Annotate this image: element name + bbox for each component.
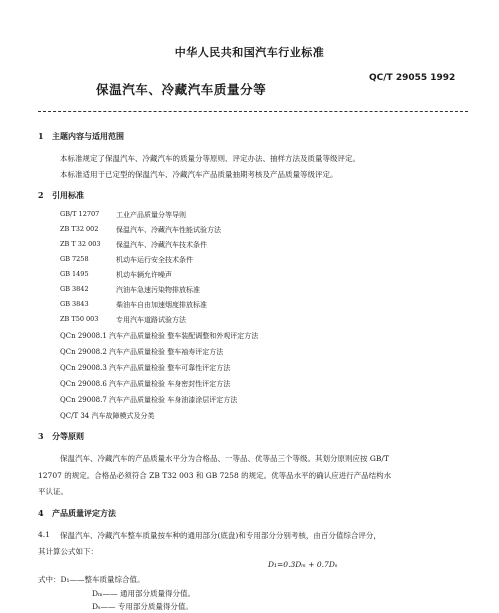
section-1-line: 本标准适用于已定型的保温汽车、冷藏汽车产品质量抽期考核及产品质量等级评定。 [60,170,338,179]
ref-title: 专用汽车道路试验方法 [116,316,186,324]
section-2-heading: 引用标准 [52,190,84,200]
ref-title: 汽油车急速污染物排放标准 [116,286,200,294]
formula-where-line: Dₘ—— 通用部分质量得分值。 [92,589,195,598]
clause-4-1-line: 其计算公式如下： [38,547,98,556]
formula-where-line: Dₛ—— 专用部分质量得分值。 [92,602,193,611]
ref-code: ZB T50 003 [60,315,99,323]
section-3-line: 保温汽车、冷藏汽车的产品质量水平分为合格品、一等品、优等品三个等级。其划分原则应按 GB/T [60,454,389,463]
qc-ref-line: QCn 29008.7 汽车产品质量检验 车身油漆涂层评定方法 [60,396,238,404]
ref-title: 柴油车自由加速烟度排放标准 [116,301,207,309]
ref-code: GB 3842 [60,285,89,293]
ref-title: 机动车运行安全技术条件 [116,256,193,264]
section-1-heading: 主题内容与适用范围 [52,131,124,141]
ref-code: ZB T 32 003 [60,240,101,248]
section-3-number: 3 [38,431,44,441]
ref-title: 机动车辆允许噪声 [116,271,172,279]
clause-4-1-line: 保温汽车、冷藏汽车整车质量按车种的通用部分(底盘)和专用部分分别考核，由百分值综合评分， [60,531,381,540]
section-2-number: 2 [38,190,44,200]
clause-4-1-label: 4.1 [38,530,50,539]
formula: D₁=0.3Dₘ + 0.7Dₛ [268,560,338,569]
section-4-number: 4 [38,508,44,518]
title-divider [38,111,468,112]
qc-ref-line: QCn 29008.6 汽车产品质量检验 车身密封性评定方法 [60,380,231,388]
ref-title: 工业产品质量分等导则 [116,211,186,219]
ref-code: GB 3843 [60,300,89,308]
section-3-line: 12707 的规定。合格品必须符合 ZB T32 003 和 GB 7258 的规定。优等品水平的确认应进行产品结构水 [38,471,392,480]
section-3-heading: 分等原则 [52,431,84,441]
ref-title: 保温汽车、冷藏汽车技术条件 [116,241,207,249]
ref-title: 保温汽车、冷藏汽车性能试验方法 [116,226,221,234]
formula-where-line: 式中：D₁——整车质量综合值。 [38,575,145,584]
ref-code: GB 1495 [60,270,89,278]
ref-code: GB/T 12707 [60,210,100,218]
ref-code: ZB T32 002 [60,225,99,233]
qc-ref-line: QCn 29008.2 汽车产品质量检验 整车袖寿评定方法 [60,348,224,356]
standard-number: QC/T 29055 1992 [369,73,456,83]
section-4-heading: 产品质量评定方法 [52,508,116,518]
section-1-number: 1 [38,131,44,141]
qc-ref-line: QCn 29008.3 汽车产品质量检验 整车可靠性评定方法 [60,364,231,372]
document-title: 保温汽车、冷藏汽车质量分等 [96,82,267,97]
section-3-line: 平认证。 [38,487,68,496]
section-1-line: 本标准规定了保温汽车、冷藏汽车的质量分等原则、评定办法、抽样方法及质量等级评定。 [60,154,360,163]
qc-ref-line: QC/T 34 汽车故障模式及分类 [60,412,155,420]
ref-code: GB 7258 [60,255,89,263]
qc-ref-line: QCn 29008.1 汽车产品质量检验 整车装配调整和外观评定方法 [60,332,259,340]
standard-category-title: 中华人民共和国汽车行业标准 [174,46,325,59]
